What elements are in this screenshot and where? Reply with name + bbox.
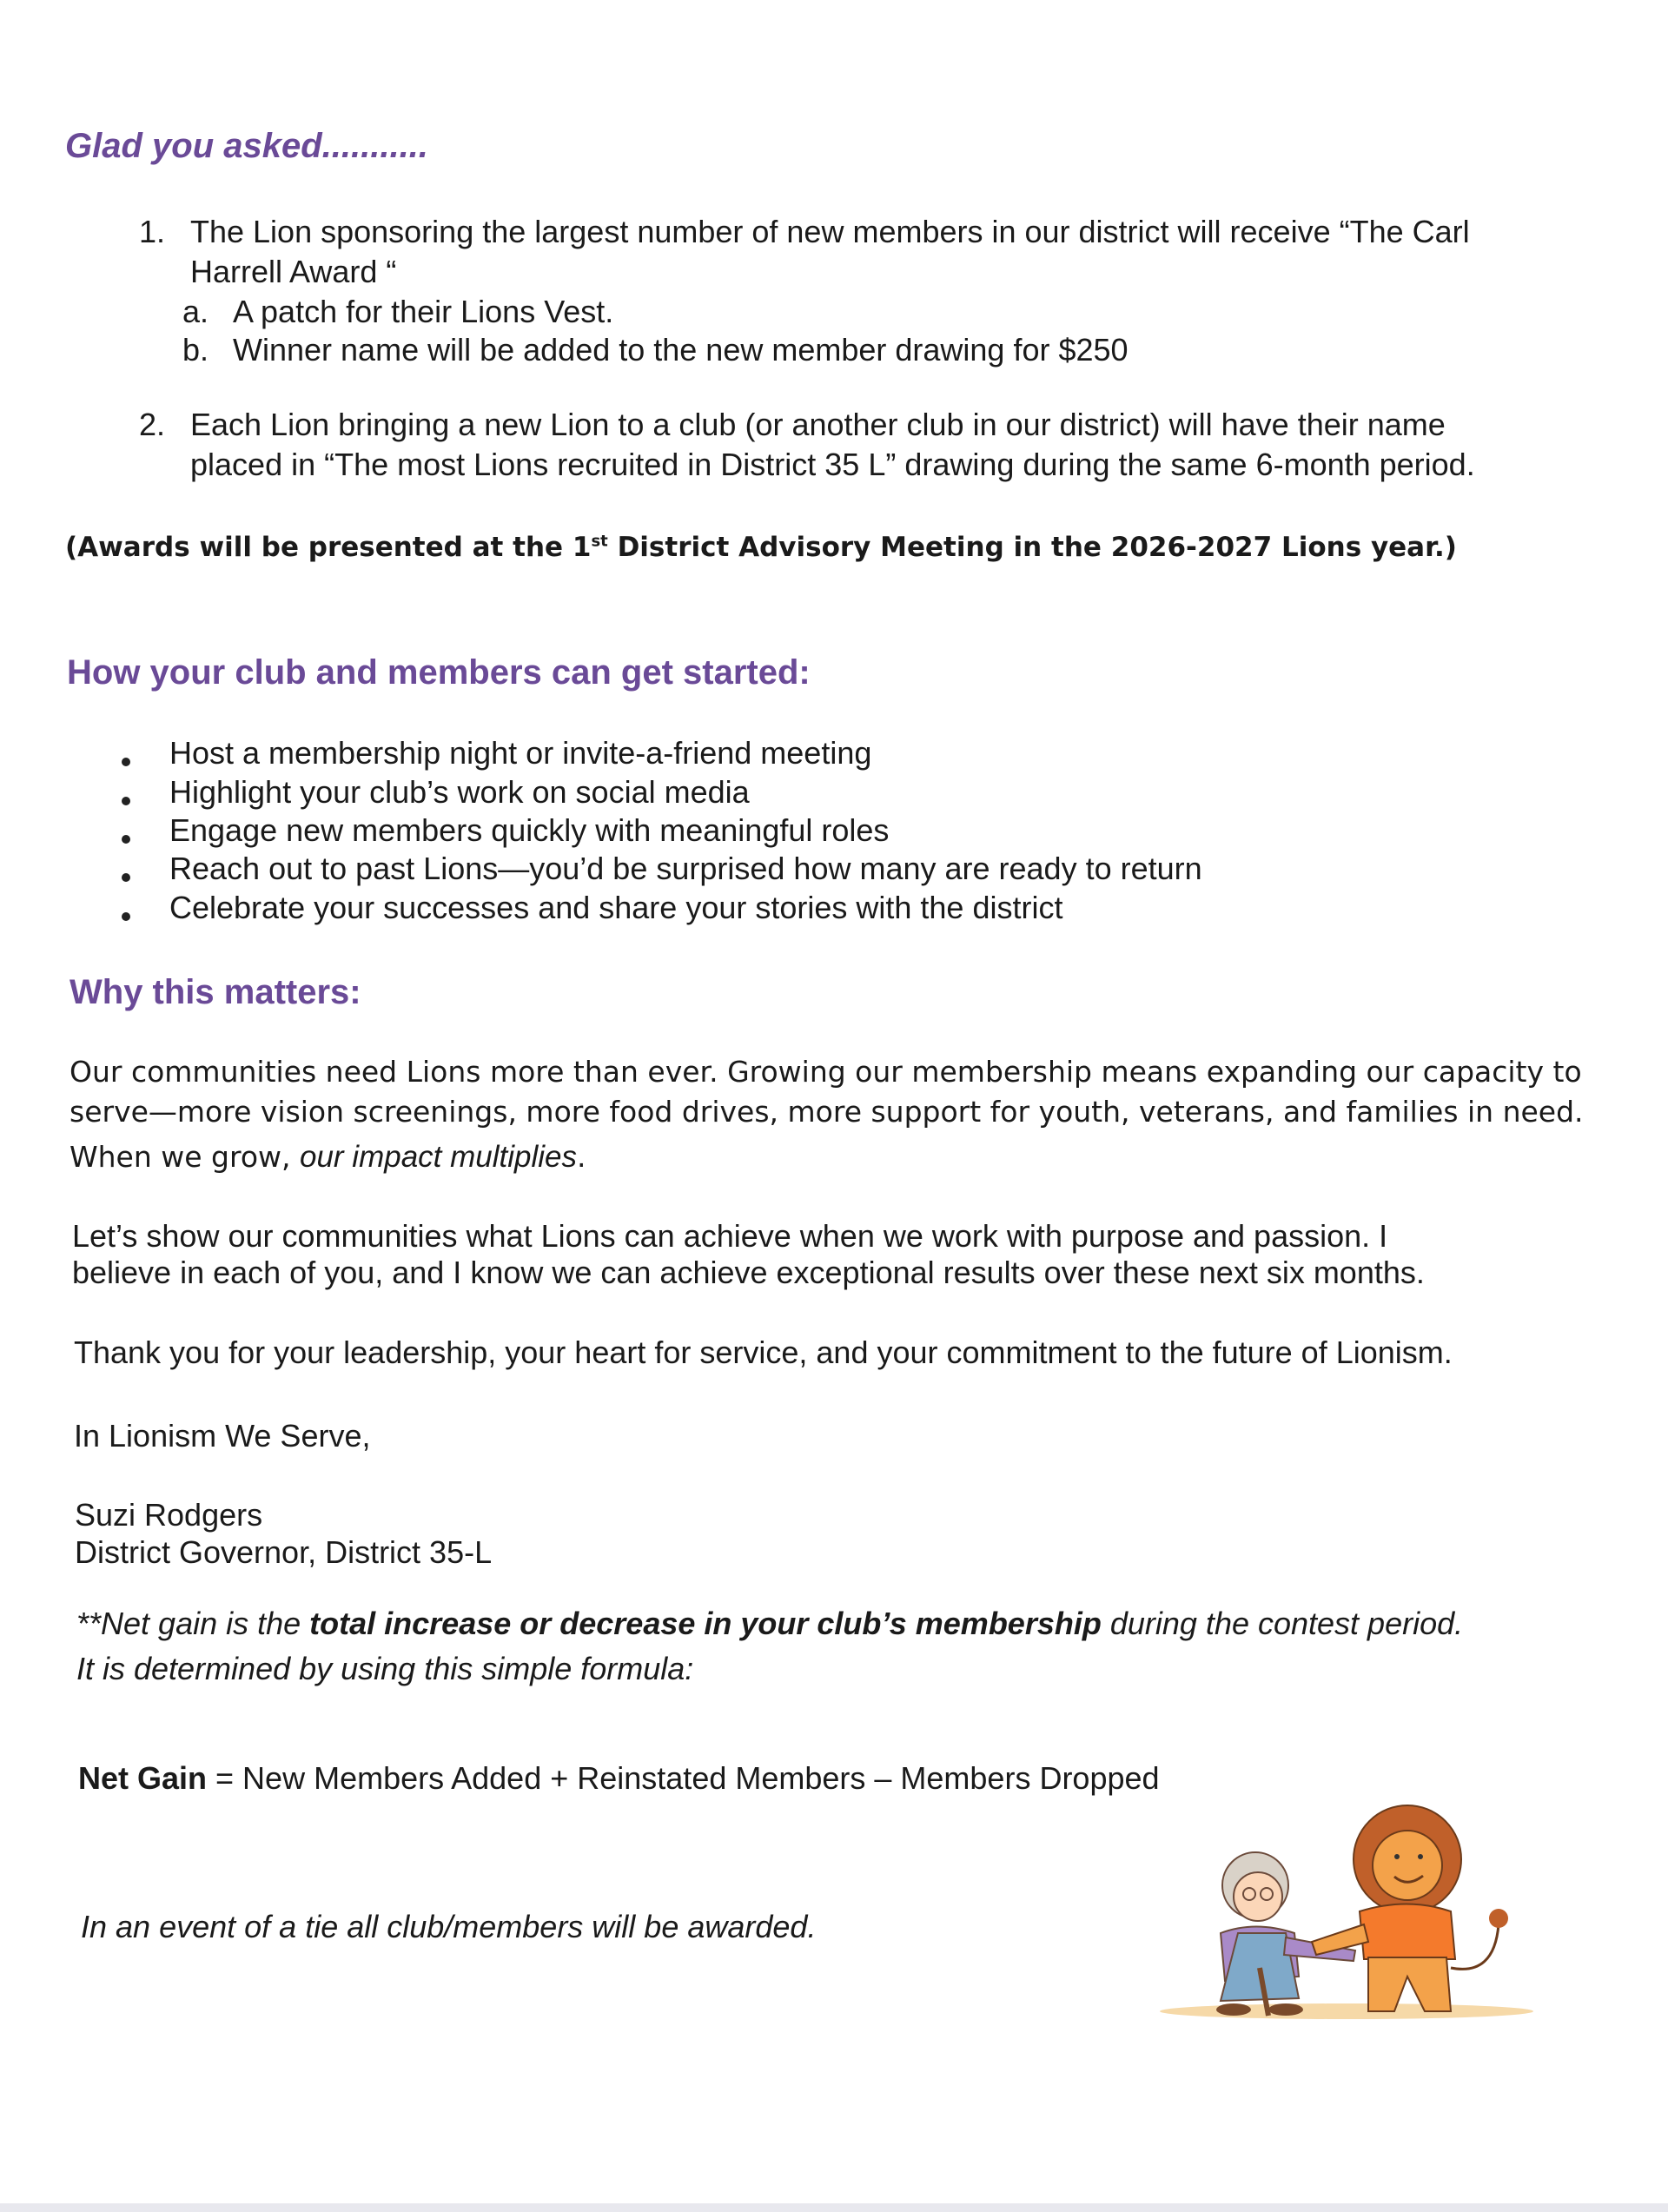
paragraph-line: Let’s show our communities what Lions can achieve when we work with purpose and passion. I — [72, 1218, 1388, 1254]
list-number: 2. — [139, 407, 166, 442]
closing: In Lionism We Serve, — [74, 1418, 371, 1454]
bullet-icon — [122, 797, 130, 805]
list-item-text: placed in “The most Lions recruited in District 35 L” drawing during the same 6-month period. — [190, 447, 1475, 482]
awards-note-text: District Advisory Meeting in the 2026-2027 Lions year.) — [607, 532, 1457, 563]
bullet-icon — [122, 835, 130, 844]
signer-title: District Governor, District 35-L — [75, 1534, 493, 1570]
bullet-icon — [122, 873, 130, 882]
formula-label: Net Gain — [78, 1760, 208, 1796]
paragraph-line: Our communities need Lions more than ever. Growing our membership means expanding our capacity to — [70, 1055, 1582, 1089]
page-bottom-edge — [0, 2203, 1668, 2212]
paragraph-text: . — [576, 1140, 586, 1174]
heading-glad-you-asked: Glad you asked........... — [65, 127, 428, 165]
bullet-icon — [122, 758, 130, 766]
lion-figure — [1312, 1805, 1508, 2011]
list-item: Engage new members quickly with meaningful roles — [169, 812, 890, 848]
list-item: Host a membership night or invite-a-friend meeting — [169, 735, 872, 771]
list-item: Highlight your club’s work on social media — [169, 774, 750, 810]
list-item-text: Each Lion bringing a new Lion to a club (or another club in our district) will have their name — [190, 407, 1446, 442]
signer-name: Suzi Rodgers — [75, 1497, 263, 1533]
list-number: 1. — [139, 214, 166, 249]
paragraph-line: serve—more vision screenings, more food drives, more support for youth, veterans, and families in need. — [70, 1095, 1584, 1129]
sublist-letter: b. — [182, 332, 209, 368]
sublist-item: Winner name will be added to the new member drawing for $250 — [233, 332, 1129, 368]
awards-note-sup: st — [591, 532, 608, 551]
awards-note-text: (Awards will be presented at the 1 — [65, 532, 592, 563]
footnote-line — [76, 1606, 1463, 1642]
paragraph-line — [70, 1140, 586, 1175]
formula-text: = New Members Added + Reinstated Members – Members Dropped — [207, 1760, 1160, 1796]
lion-helping-elderly-woman-illustration — [1147, 1803, 1546, 2024]
awards-note — [65, 532, 1457, 563]
sublist-letter: a. — [182, 294, 209, 329]
tie-note: In an event of a tie all club/members will be awarded. — [81, 1909, 817, 1944]
thank-you-paragraph: Thank you for your leadership, your heart for service, and your commitment to the future of Lionism. — [74, 1334, 1453, 1370]
sublist-item: A patch for their Lions Vest. — [233, 294, 614, 329]
heading-why-this-matters: Why this matters: — [70, 973, 361, 1011]
list-item-text: Harrell Award “ — [190, 254, 397, 289]
footnote-emphasis: total increase or decrease in your club’s membership — [309, 1606, 1102, 1641]
footnote-line: It is determined by using this simple formula: — [76, 1651, 694, 1686]
list-item: Celebrate your successes and share your stories with the district — [169, 890, 1063, 925]
footnote-text: during the contest period. — [1101, 1606, 1464, 1641]
list-item-text: The Lion sponsoring the largest number of new members in our district will receive “The Carl — [190, 214, 1470, 249]
paragraph-emphasis: our impact multiplies — [299, 1140, 577, 1174]
paragraph-text: When we grow, — [70, 1140, 300, 1174]
list-item: Reach out to past Lions—you’d be surprised how many are ready to return — [169, 851, 1202, 886]
heading-get-started: How your club and members can get started: — [67, 653, 811, 692]
footnote-text: **Net gain is the — [76, 1606, 310, 1641]
bullet-icon — [122, 912, 130, 921]
net-gain-formula — [78, 1760, 1160, 1797]
paragraph-line: believe in each of you, and I know we can achieve exceptional results over these next six months. — [72, 1255, 1425, 1290]
